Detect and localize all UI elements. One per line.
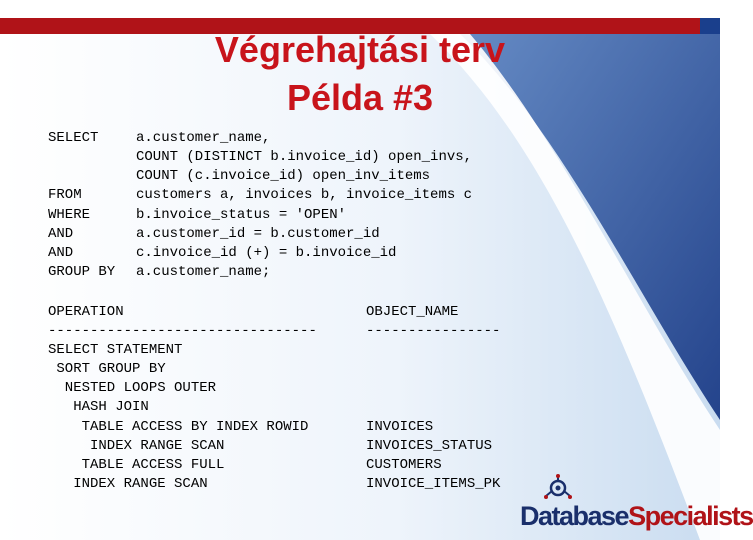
- sql-clause: customers a, invoices b, invoice_items c: [136, 187, 473, 203]
- plan-row-object: INVOICES_STATUS: [366, 438, 493, 454]
- sql-clause: a.customer_name,: [136, 130, 271, 146]
- top-margin: [0, 0, 720, 18]
- plan-row-operation: HASH JOIN: [48, 399, 149, 415]
- sql-clause: c.invoice_id (+) = b.invoice_id: [136, 245, 397, 261]
- plan-row-object: INVOICE_ITEMS_PK: [366, 476, 501, 492]
- logo-word-specialists: Specialists: [628, 501, 753, 531]
- sql-clause: a.customer_name;: [136, 264, 271, 280]
- plan-row-object: CUSTOMERS: [366, 457, 442, 473]
- plan-row-operation: SELECT STATEMENT: [48, 342, 183, 358]
- sql-clause: COUNT (DISTINCT b.invoice_id) open_invs,: [136, 149, 473, 165]
- plan-row-operation: TABLE ACCESS FULL: [48, 457, 225, 473]
- plan-row-operation: SORT GROUP BY: [48, 361, 166, 377]
- plan-header-operation: OPERATION: [48, 304, 124, 320]
- plan-row-operation: INDEX RANGE SCAN: [48, 476, 208, 492]
- logo-wordmark: [520, 500, 753, 532]
- sql-clause: COUNT (c.invoice_id) open_inv_items: [136, 168, 431, 184]
- slide-title-line-2: Példa #3: [286, 77, 434, 118]
- plan-rule-operation: --------------------------------: [48, 323, 317, 339]
- plan-header-object: OBJECT_NAME: [366, 304, 459, 320]
- plan-rule-object: ----------------: [366, 323, 501, 339]
- sql-keyword: SELECT: [48, 130, 99, 146]
- sql-keyword: WHERE: [48, 207, 91, 223]
- molecule-icon: [543, 474, 573, 502]
- plan-row-object: INVOICES: [366, 419, 434, 435]
- slide-title-line-1: Végrehajtási terv: [214, 29, 506, 70]
- logo-word-database: Database: [520, 501, 629, 531]
- sql-clause: a.customer_id = b.customer_id: [136, 226, 380, 242]
- sql-keyword: FROM: [48, 187, 82, 203]
- sql-keyword: AND: [48, 226, 74, 242]
- sql-keyword: AND: [48, 245, 74, 261]
- plan-row-operation: INDEX RANGE SCAN: [48, 438, 225, 454]
- plan-row-operation: NESTED LOOPS OUTER: [48, 380, 217, 396]
- sql-keyword: GROUP BY: [48, 264, 116, 280]
- plan-row-operation: TABLE ACCESS BY INDEX ROWID: [48, 419, 309, 435]
- company-logo: [520, 472, 753, 534]
- sql-clause: b.invoice_status = 'OPEN': [136, 207, 347, 223]
